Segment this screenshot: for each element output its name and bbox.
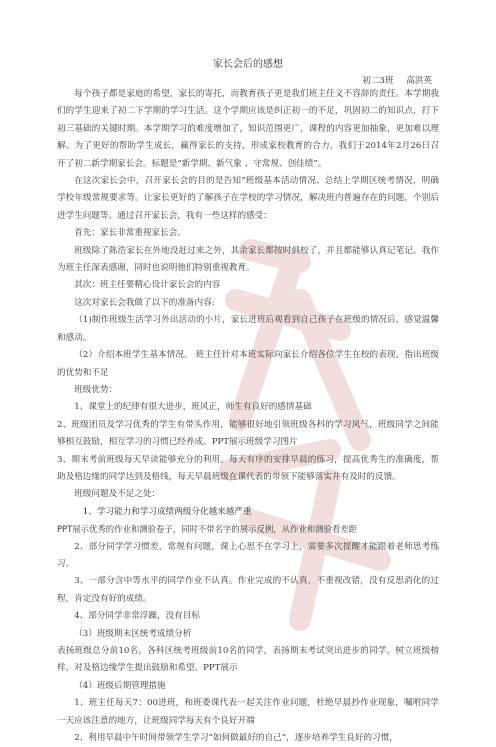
paragraph: 2、部分同学学习惯差，常规有问题，课上心思不在学习上，需要多次提醒才能跟着老师思考练习。 (57, 541, 439, 569)
paragraph: 1、课堂上的纪律有很大进步，班风正，师生有良好的感情基础 (74, 402, 312, 413)
paragraph: 每个孩子都是家庭的希望，家长的寄托，而教育孩子更是我们班主任义不容辞的责任。本学期我们的学生迎来了初二下学期的学习生活。这个学期应该是纠正初一的不足，巩固初二的知识点，打下初三基础的关键时期。本学期学习的难度增加了，知识范围更广，课程的内容更加抽象，更加难以理解。为了更好的帮助学生成长，赢得家长的支持，形成家校教育的合力，我们于2014年2月26日召开了初二新学期家长会。标题是“新学期、新气象 、守常规、创佳绩”。 (57, 89, 439, 169)
paragraph: 3、期末考前班级每天早读能够充分的利用。每天有序的安排早晨的练习，提高优秀生的准确度，帮助及格边缘的同学达到及格线，每天早晨班级在课代表的带领下能够落实并有及时的反馈。 (57, 454, 439, 482)
document-body (57, 86, 439, 747)
paragraph: 2、班级团员及学习优秀的学生有带头作用，能够很好地引领班级各科的学习风气，班级同学之间能够相互鼓励，相互学习的习惯已经养成。PPT展示班级学习图片 (57, 419, 439, 448)
paragraph: （1)制作班级生活学习外出活动的小片，家长进班后观看到自己孩子在班级的情况后，感觉温馨和感动。 (57, 315, 439, 343)
class-name: 初二3班 (362, 76, 394, 86)
paragraph: 其次：班主任要精心设计家长会的内容 (74, 280, 221, 291)
paragraph: 班级优势： (74, 384, 118, 395)
paragraph: 3、一部分含中等水平的同学作业不认真。作业完成的不认真，不重视改错，没有反思消化的过程，肯定没有好的成绩。 (57, 576, 439, 604)
paragraph: PPT展示优秀的作业和测验卷子，同时不带名字的展示反例，从作业和测验看差距 (57, 524, 357, 535)
paragraph: 2、利用早晨中午时间带领学生学习“如何做最好的自己”，逐步培养学生良好的习惯， (74, 733, 398, 744)
author-name: 高洪英 (406, 76, 432, 86)
paragraph: 班级除了陈浩家长在外地没赶过来之外，其余家长都按时到校了，并且都能够认真记笔记。我作为班主任深表感谢，同时也说明他们特别重视教育。 (57, 245, 439, 274)
paragraph: （3）班级期末区统考成绩分析 (74, 628, 192, 639)
paragraph: 这次对家长会我做了以下的准备内容: (74, 297, 215, 308)
document-title: 家长会后的感想 (213, 59, 283, 70)
paragraph: 表扬班级总分前10名，各科区统考班级前10名的同学，表扬期末考试突出进步的同学，树立班级榜样。对及格边缘学生提出鼓励和希望。PPT展示 (57, 646, 439, 674)
paragraph: （4）班级后期管理措施 (74, 680, 166, 691)
paragraph: 在这次家长会中，召开家长会的目的是告知“班级基本活动情况、总结上学期区统考情况，明确学校年级常规要求等。让家长更好的了解孩子在学校的学习情况，解决班内普遍存在的问题，个别后进学生问题等。通过召开家长会，我有一些这样的感受： (57, 176, 439, 221)
paragraph: 班级问题及不足之处： (74, 489, 161, 500)
paragraph: 4、部分同学非常浮躁，没有目标 (74, 611, 200, 622)
paragraph: 1、班主任每天7：00进班，和班委课代表一起关注作业问题，杜绝早晨抄作业现象，嘱咐同学一天应该注意的地方，让班级同学每天有个良好开端 (57, 698, 439, 726)
paragraph: 首先：家长非常重视家长会。 (74, 228, 186, 239)
paragraph: 1、学习能力和学习成绩两级分化越来越严重 (82, 506, 252, 517)
paragraph: （2）介绍本班学生基本情况。 班主任针对本班实际向家长介绍各位学生在校的表现，指出班级的优势和不足 (57, 350, 439, 378)
